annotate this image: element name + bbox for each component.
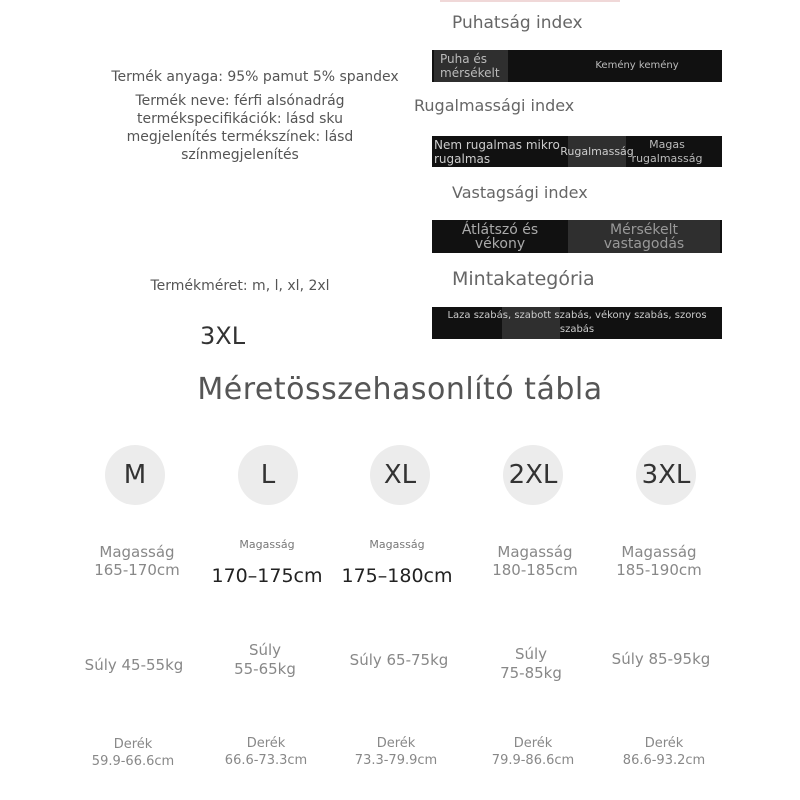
weight-cell-m: [69, 656, 199, 675]
height-value: 180-185cm: [492, 561, 578, 579]
waist-label: Derék: [246, 736, 286, 751]
height-cell-2xl: [470, 543, 600, 579]
pattern-category-title: Mintakategória: [452, 268, 595, 290]
waist-cell-m: [68, 736, 198, 770]
size-3xl-label: 3XL: [200, 322, 246, 350]
height-label: Magasság: [497, 543, 573, 561]
size-circle-m: M: [105, 445, 165, 505]
waist-label: Derék: [376, 736, 416, 751]
top-accent-line: [440, 0, 620, 2]
spec-text: termékspecifikációk: lásd sku: [137, 111, 343, 127]
height-cell-m: [72, 543, 202, 579]
waist-cell-xl: [331, 735, 461, 769]
weight-label: Súly: [248, 641, 282, 659]
waist-value: 59.9-66.6cm: [91, 754, 175, 769]
weight-label: Súly 85-95kg: [611, 650, 711, 668]
weight-label: Súly 65-75kg: [349, 651, 449, 669]
pattern-category-bar: [432, 307, 722, 339]
waist-value: 79.9-86.6cm: [491, 753, 575, 768]
height-label: Magasság: [99, 543, 175, 561]
softness-index-bar: [432, 50, 722, 82]
height-cell-3xl: [594, 543, 724, 579]
size-table-title: Méretösszehasonlító tábla: [197, 372, 603, 407]
waist-cell-3xl: [599, 735, 729, 769]
weight-value: 75-85kg: [500, 664, 562, 682]
height-value: 175–180cm: [341, 565, 453, 587]
elasticity-seg-low: Nem rugalmas mikro rugalmas: [434, 137, 560, 166]
height-label: Magasság: [239, 538, 295, 551]
product-sizes-text: Termékméret: m, l, xl, 2xl: [150, 278, 330, 294]
color-display-text: színmegjelenítés: [181, 147, 299, 163]
softness-seg-soft: Puha és mérsékelt: [434, 50, 508, 82]
waist-value: 66.6-73.3cm: [224, 753, 308, 768]
weight-cell-l: [200, 641, 330, 679]
size-circle-l: L: [238, 445, 298, 505]
appearance-text: megjelenítés termékszínek: lásd: [126, 129, 354, 145]
product-info: [70, 68, 410, 164]
thickness-seg-thin: Átlátszó és vékony: [461, 221, 539, 252]
size-circle-xl: XL: [370, 445, 430, 505]
size-circle-2xl: 2XL: [503, 445, 563, 505]
height-cell-l: [202, 538, 332, 587]
thickness-index-title: Vastagsági index: [452, 183, 588, 202]
waist-cell-2xl: [468, 735, 598, 769]
height-cell-xl: [332, 538, 462, 587]
height-value: 165-170cm: [94, 561, 180, 579]
waist-cell-l: [201, 735, 331, 769]
softness-index-title: Puhatság index: [452, 13, 583, 33]
thickness-index-bar: [432, 220, 722, 253]
weight-label: Súly 45-55kg: [84, 656, 184, 674]
waist-value: 73.3-79.9cm: [354, 753, 438, 768]
waist-value: 86.6-93.2cm: [622, 753, 706, 768]
elasticity-index-bar: [432, 136, 722, 167]
weight-value: 55-65kg: [234, 660, 296, 678]
product-name-text: Termék neve: férfi alsónadrág: [135, 93, 345, 109]
height-value: 170–175cm: [211, 565, 323, 587]
elasticity-index-title: Rugalmassági index: [414, 96, 575, 115]
weight-label: Súly: [514, 645, 548, 663]
elasticity-seg-high: Magas rugalmasság: [631, 137, 703, 165]
elasticity-seg-mid: Rugalmasság: [568, 136, 626, 167]
weight-cell-3xl: [596, 650, 726, 669]
waist-label: Derék: [113, 737, 153, 752]
height-label: Magasság: [369, 538, 425, 551]
height-label: Magasság: [621, 543, 697, 561]
waist-label: Derék: [513, 736, 553, 751]
height-value: 185-190cm: [616, 561, 702, 579]
size-circle-3xl: 3XL: [636, 445, 696, 505]
softness-seg-hard: Kemény kemény: [595, 60, 679, 71]
material-text: Termék anyaga: 95% pamut 5% spandex: [111, 69, 399, 85]
thickness-seg-moderate: Mérsékelt vastagodás: [568, 220, 720, 253]
weight-cell-2xl: [466, 645, 596, 683]
weight-cell-xl: [334, 651, 464, 670]
waist-label: Derék: [644, 736, 684, 751]
pattern-seg-text: Laza szabás, szabott szabás, vékony szabás, szoros szabás: [447, 310, 707, 335]
